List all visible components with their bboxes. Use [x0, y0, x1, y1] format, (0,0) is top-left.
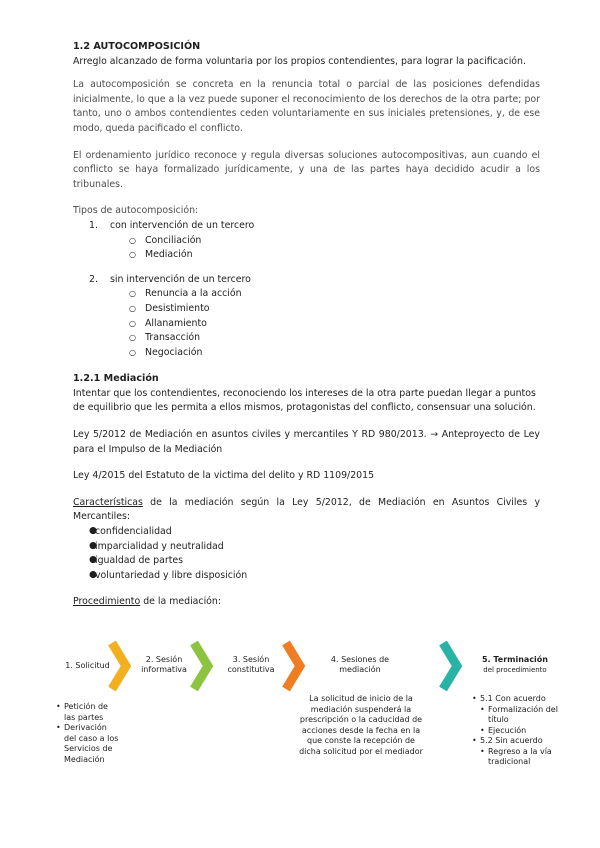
characteristic-item: ● voluntariedad y libre disposición	[89, 568, 248, 581]
type-item: 1. con intervención de un tercero ○ Conciliación ○ Mediación	[73, 219, 540, 263]
type-subitem: ○ Desistimiento	[129, 302, 210, 314]
types-title: Tipos de autocomposición:	[73, 205, 199, 217]
procedure-label: Procedimiento	[73, 596, 141, 608]
characteristic-item: ● igualdad de partes	[89, 554, 184, 567]
characteristics-label: Características	[73, 496, 143, 508]
document-body	[73, 40, 540, 610]
chevron-4	[443, 643, 457, 689]
law-reference-2: Ley 4/2015 del Estatuto de la victima del delito y RD 1109/2015	[73, 470, 375, 482]
type-subitem: ○ Allanamiento	[129, 317, 207, 329]
type-sublist	[73, 234, 540, 263]
step-3: 3. Sesión constitutiva	[227, 655, 275, 674]
section-heading: 1.2 AUTOCOMPOSICIÓN	[73, 41, 201, 52]
chevron-3	[286, 643, 300, 689]
law-reference-1: Ley 5/2012 de Mediación en asuntos civiles y mercantiles Y RD 980/2013. → Anteproyecto de Ley para el Impulso de la Mediación	[73, 429, 540, 455]
mediation-heading: 1.2.1 Mediación	[73, 373, 159, 385]
characteristic-item: ● confidencialidad	[89, 525, 172, 538]
type-sublist	[73, 287, 540, 360]
chevron-2	[194, 643, 208, 689]
step-1: 1. Solicitud	[65, 661, 110, 670]
paragraph-1: La autocomposición se concreta en la renuncia total o parcial de las posiciones defendidas inicialmente, lo que a la vez puede suponer el reconocimiento de los derechos de la otra parte; por tanto, uno o ambos contendientes ceden voluntariamente en sus iniciales pretensiones, y, de ese modo, queda pacificado el conflicto.	[73, 79, 540, 134]
step-1-notes: • Petición de las partes • Derivación del caso a los Servicios de Mediación	[56, 702, 119, 764]
definition: Arreglo alcanzado de forma voluntaria por los propios contendientes, para lograr la pacificación.	[73, 55, 526, 67]
procedure-diagram	[56, 640, 580, 766]
type-subitem: ○ Negociación	[129, 346, 203, 358]
type-subitem: ○ Conciliación	[129, 234, 202, 246]
step-5-notes: • 5.1 Con acuerdo • Formalización del título • Ejecución • 5.2 Sin acuerdo • Regreso a la vía tradicional	[472, 694, 558, 766]
step-4-note: La solicitud de inicio de la mediación suspenderá la prescripción o la caducidad de acciones desde la fecha en la que conste la recepción de dicha solicitud por el mediador	[299, 694, 423, 756]
type-subitem: ○ Transacción	[129, 332, 201, 344]
step-2: 2. Sesión informativa	[141, 655, 187, 674]
mediation-paragraph: Intentar que los contendientes, reconociendo los intereses de la otra parte puedan llegar a puntos de equilibrio que les permita a ellos mismos, protagonistas del conflicto, consensuar una solución.	[73, 387, 536, 414]
step-4: 4. Sesiones de mediación	[330, 655, 390, 674]
type-subitem: ○ Renuncia a la acción	[129, 288, 242, 300]
procedure-title: Procedimiento de la mediación:	[73, 596, 222, 608]
paragraph-2: El ordenamiento jurídico reconoce y regula diversas soluciones autocompositivas, aun cuando el conflicto se haya formalizado jurídicamente, y una de las partes haya decidido acudir a los tribunales.	[73, 149, 540, 190]
characteristics-intro: Características de la mediación según la Ley 5/2012, de Mediación en Asuntos Civiles y Mercantiles:	[73, 496, 540, 523]
type-label: sin intervención de un tercero	[110, 273, 251, 285]
types-list	[73, 219, 540, 360]
characteristics-list	[73, 525, 540, 583]
type-subitem: ○ Mediación	[129, 249, 193, 261]
characteristic-item: ● imparcialidad y neutralidad	[89, 539, 224, 552]
step-5: 5. Terminación del procedimiento	[481, 655, 548, 674]
type-label: con intervención de un tercero	[110, 219, 255, 231]
type-item: 2. sin intervención de un tercero ○ Renuncia a la acción ○ Desistimiento ○ Allanamiento ○ Transacción ○ Negociación	[73, 273, 540, 361]
